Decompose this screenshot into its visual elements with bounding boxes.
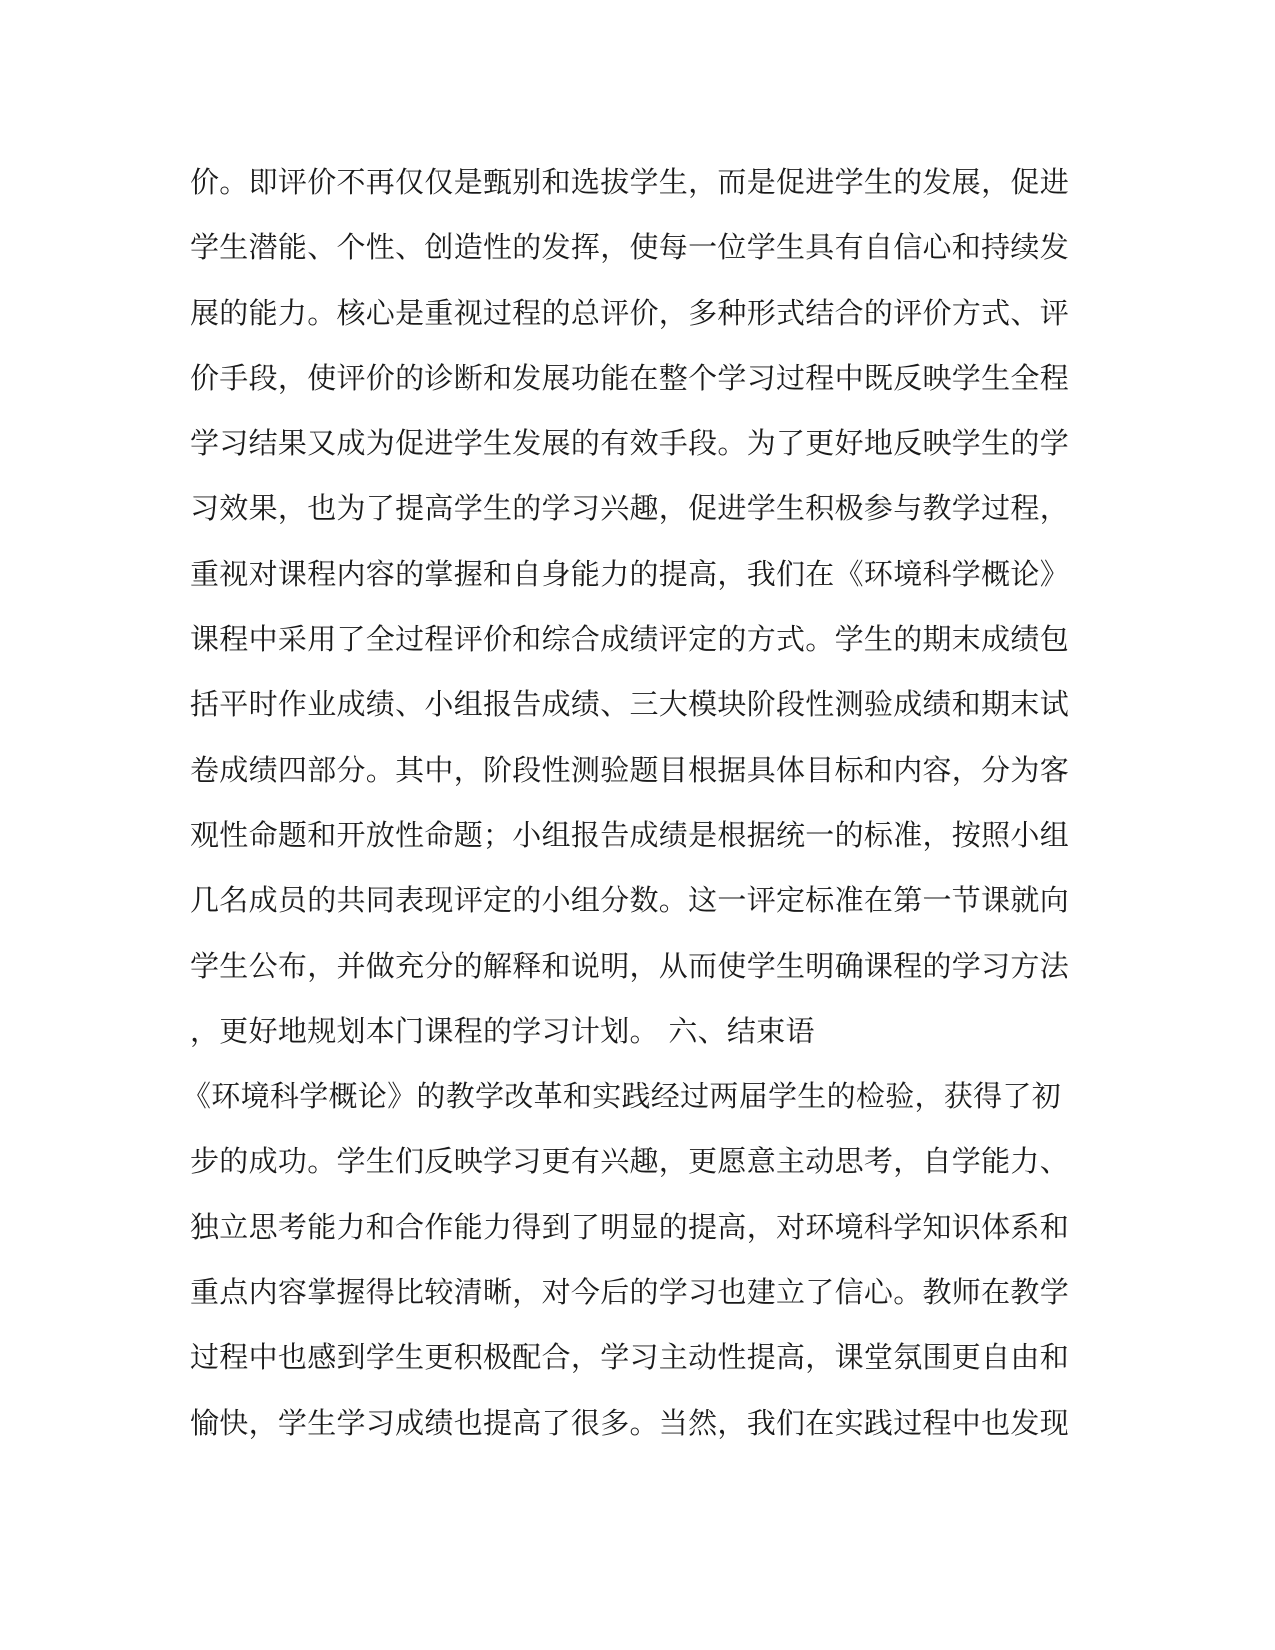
text-line: 几名成员的共同表现评定的小组分数。这一评定标准在第一节课就向: [190, 883, 1070, 918]
text-line: 括平时作业成绩、小组报告成绩、三大模块阶段性测验成绩和期末试: [190, 687, 1070, 722]
text-line: 学生潜能、个性、创造性的发挥，使每一位学生具有自信心和持续发: [190, 230, 1070, 265]
text-line: 愉快，学生学习成绩也提高了很多。当然，我们在实践过程中也发现: [190, 1405, 1070, 1440]
text-line: 学生公布，并做充分的解释和说明，从而使学生明确课程的学习方法: [190, 948, 1070, 983]
text-line: 卷成绩四部分。其中，阶段性测验题目根据具体目标和内容，分为客: [190, 752, 1070, 787]
text-line: 重视对课程内容的掌握和自身能力的提高，我们在《环境科学概论》: [190, 556, 1070, 591]
text-line: 价。即评价不再仅仅是甄别和选拔学生，而是促进学生的发展，促进: [190, 165, 1070, 199]
text-line: 观性命题和开放性命题；小组报告成绩是根据统一的标准，按照小组: [190, 817, 1070, 852]
text-line: 过程中也感到学生更积极配合，学习主动性提高，课堂氛围更自由和: [190, 1340, 1070, 1375]
text-line: 步的成功。学生们反映学习更有兴趣，更愿意主动思考，自学能力、: [190, 1144, 1070, 1179]
text-line: 价手段，使评价的诊断和发展功能在整个学习过程中既反映学生全程: [190, 360, 1070, 395]
text-line: 独立思考能力和合作能力得到了明显的提高，对环境科学知识体系和: [190, 1209, 1070, 1244]
text-line: 展的能力。核心是重视过程的总评价，多种形式结合的评价方式、评: [190, 295, 1070, 330]
text-line: 《环境科学概论》的教学改革和实践经过两届学生的检验，获得了初: [182, 1079, 1062, 1114]
text-line: 学习结果又成为促进学生发展的有效手段。为了更好地反映学生的学: [190, 426, 1070, 461]
text-line: 课程中采用了全过程评价和综合成绩评定的方式。学生的期末成绩包: [190, 622, 1070, 657]
text-line: 习效果，也为了提高学生的学习兴趣，促进学生积极参与教学过程，: [190, 491, 1070, 526]
section-heading-line: ，更好地规划本门课程的学习计划。 六、结束语: [190, 1013, 815, 1048]
text-line: 重点内容掌握得比较清晰，对今后的学习也建立了信心。教师在教学: [190, 1275, 1070, 1310]
document-body: [182, 164, 1070, 1470]
